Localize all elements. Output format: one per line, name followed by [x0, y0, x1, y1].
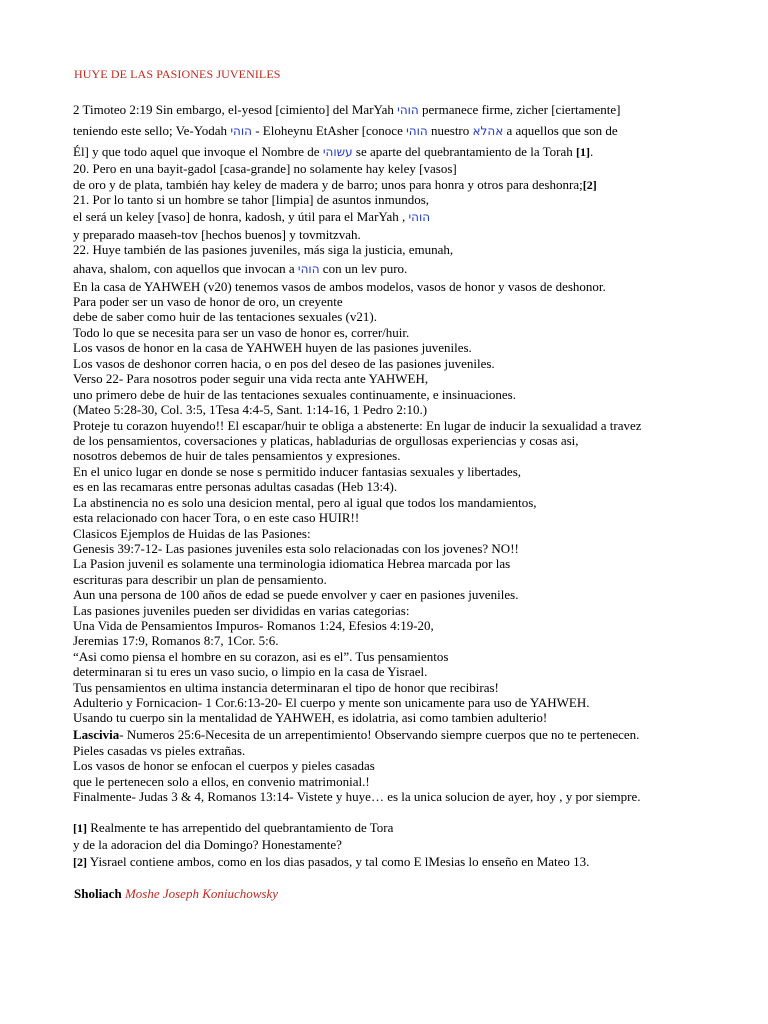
body-line: Los vasos de deshonor corren hacia, o en pos del deseo de las pasiones juveniles. [73, 356, 495, 371]
body-line: nosotros debemos de huir de tales pensamientos y expresiones. [73, 448, 401, 463]
body-line: debe de saber como huir de las tentaciones sexuales (v21). [73, 309, 377, 324]
body-line: es en las recamaras entre personas adultas casadas (Heb 13:4). [73, 479, 398, 494]
footnote-ref-2[interactable]: [2] [582, 178, 597, 192]
body-line: (Mateo 5:28-30, Col. 3:5, 1Tesa 4:4-5, Sant. 1:14-16, 1 Pedro 2:10.) [73, 402, 428, 417]
body-line: de los pensamientos, coversaciones y platicas, habladurias de orgullosas experiencias y cosas asi, [73, 433, 579, 448]
footnote-1-cont: y de la adoracion del dia Domingo? Honestamente? [73, 837, 342, 852]
body-line: Adulterio y Fornicacion- 1 Cor.6:13-20- El cuerpo y mente son unicamente para uso de YAHWEH. [73, 695, 590, 710]
body-line: Él] y que todo aquel que invoque el Nombre de עשוהי se aparte del quebrantamiento de la Torah [1]. [73, 144, 594, 159]
body-line: En el unico lugar en donde se nose s permitido inducer fantasias sexuales y libertades, [73, 464, 522, 479]
lascivia-label: Lascivia [73, 727, 120, 742]
body-line: 20. Pero en una bayit-gadol [casa-grande] no solamente hay keley [vasos] [73, 161, 457, 176]
signature-label: Sholiach [74, 886, 122, 901]
hebrew-name: הוהי [408, 210, 431, 224]
body-line: “Asi como piensa el hombre en su corazon, asi es el”. Tus pensamientos [73, 649, 449, 664]
signature [74, 886, 278, 902]
body-line: Los vasos de honor se enfocan el cuerpos y pieles casadas [73, 758, 375, 773]
body-line: uno primero debe de huir de las tentaciones sexuales continuamente, e insinuaciones. [73, 387, 516, 402]
body-line: Proteje tu corazon huyendo!! El escapar/huir te obliga a abstenerte: En lugar de inducir la sexualidad a travez [73, 418, 642, 433]
body-line: Jeremias 17:9, Romanos 8:7, 1Cor. 5:6. [73, 633, 279, 648]
body-line: En la casa de YAHWEH (v20) tenemos vasos de ambos modelos, vasos de honor y vasos de deshonor. [73, 279, 606, 294]
footnote-marker-1[interactable]: [1] [73, 821, 87, 835]
body-line: el será un keley [vaso] de honra, kadosh, y útil para el MarYah , הוהי [73, 209, 431, 224]
body-line: Una Vida de Pensamientos Impuros- Romanos 1:24, Efesios 4:19-20, [73, 618, 434, 633]
hebrew-name: הוהי [230, 124, 252, 138]
body-line: Aun una persona de 100 años de edad se puede envolver y caer en pasiones juveniles. [73, 587, 519, 602]
body-line: esta relacionado con hacer Tora, o en este caso HUIR!! [73, 510, 360, 525]
body-line: Genesis 39:7-12- Las pasiones juveniles esta solo relacionadas con los jovenes? NO!! [73, 541, 519, 556]
body-line: Los vasos de honor en la casa de YAHWEH huyen de las pasiones juveniles. [73, 340, 472, 355]
hebrew-name: הוהי [406, 124, 428, 138]
body-line: teniendo este sello; Ve-Yodah הוהי - Eloheynu EtAsher [conoce הוהי nuestro אהלא a aquellos que son de [73, 123, 618, 138]
body-line: Pieles casadas vs pieles extrañas. [73, 743, 246, 758]
body-line: La abstinencia no es solo una desicion mental, pero al igual que todos los mandamientos, [73, 495, 537, 510]
body-line: Las pasiones juveniles pueden ser divididas en varias categorias: [73, 603, 410, 618]
footnote-2: [2] Yisrael contiene ambos, como en los dias pasados, y tal como E lMesias lo enseño en Mateo 13. [73, 854, 590, 869]
body-line: Todo lo que se necesita para ser un vaso de honor es, correr/huir. [73, 325, 410, 340]
body-line: Clasicos Ejemplos de Huidas de las Pasiones: [73, 526, 311, 541]
footnote-1: [1] Realmente te has arrepentido del quebrantamiento de Tora [73, 820, 394, 835]
body-line: Tus pensamientos en ultima instancia determinaran el tipo de honor que recibiras! [73, 680, 499, 695]
body-line: escrituras para describir un plan de pensamiento. [73, 572, 327, 587]
body-line: que le pertenecen solo a ellos, en convenio matrimonial.! [73, 774, 370, 789]
hebrew-name: עשוהי [322, 145, 353, 159]
body-line: Finalmente- Judas 3 & 4, Romanos 13:14- Vistete y huye… es la unica solucion de ayer, hoy , y por siempre. [73, 789, 641, 804]
body-line: Verso 22- Para nosotros poder seguir una vida recta ante YAHWEH, [73, 371, 429, 386]
hebrew-name: הוהי [297, 262, 320, 276]
body-line: determinaran si tu eres un vaso sucio, o limpio en la casa de Yisrael. [73, 664, 428, 679]
body-line: 2 Timoteo 2:19 Sin embargo, el-yesod [cimiento] del MarYah הוהי permanece firme, zicher [ciertamente] [73, 102, 621, 117]
footnote-marker-2[interactable]: [2] [73, 855, 87, 869]
footnote-ref-1[interactable]: [1] [576, 145, 591, 159]
body-line: Para poder ser un vaso de honor de oro, un creyente [73, 294, 343, 309]
hebrew-name: אהלא [472, 124, 504, 138]
document-title: HUYE DE LAS PASIONES JUVENILES [74, 67, 281, 81]
signature-name: Moshe Joseph Koniuchowsky [124, 886, 279, 901]
body-line: Usando tu cuerpo sin la mentalidad de YAHWEH, es idolatria, asi como tambien adulterio! [73, 710, 548, 725]
body-line: de oro y de plata, también hay keley de madera y de barro; unos para honra y otros para deshonra;[2] [73, 177, 597, 192]
body-line: La Pasion juvenil es solamente una terminologia idiomatica Hebrea marcada por las [73, 556, 511, 571]
hebrew-name: הוהי [397, 103, 419, 117]
body-line: Lascivia- Numeros 25:6-Necesita de un arrepentimiento! Observando siempre cuerpos que no te pertenecen. [73, 727, 640, 742]
body-line: 22. Huye también de las pasiones juveniles, más siga la justicia, emunah, [73, 242, 454, 257]
body-line: y preparado maaseh-tov [hechos buenos] y tovmitzvah. [73, 227, 361, 242]
body-line: 21. Por lo tanto si un hombre se tahor [limpia] de asuntos inmundos, [73, 192, 430, 207]
body-line: ahava, shalom, con aquellos que invocan a הוהי con un lev puro. [73, 261, 408, 276]
